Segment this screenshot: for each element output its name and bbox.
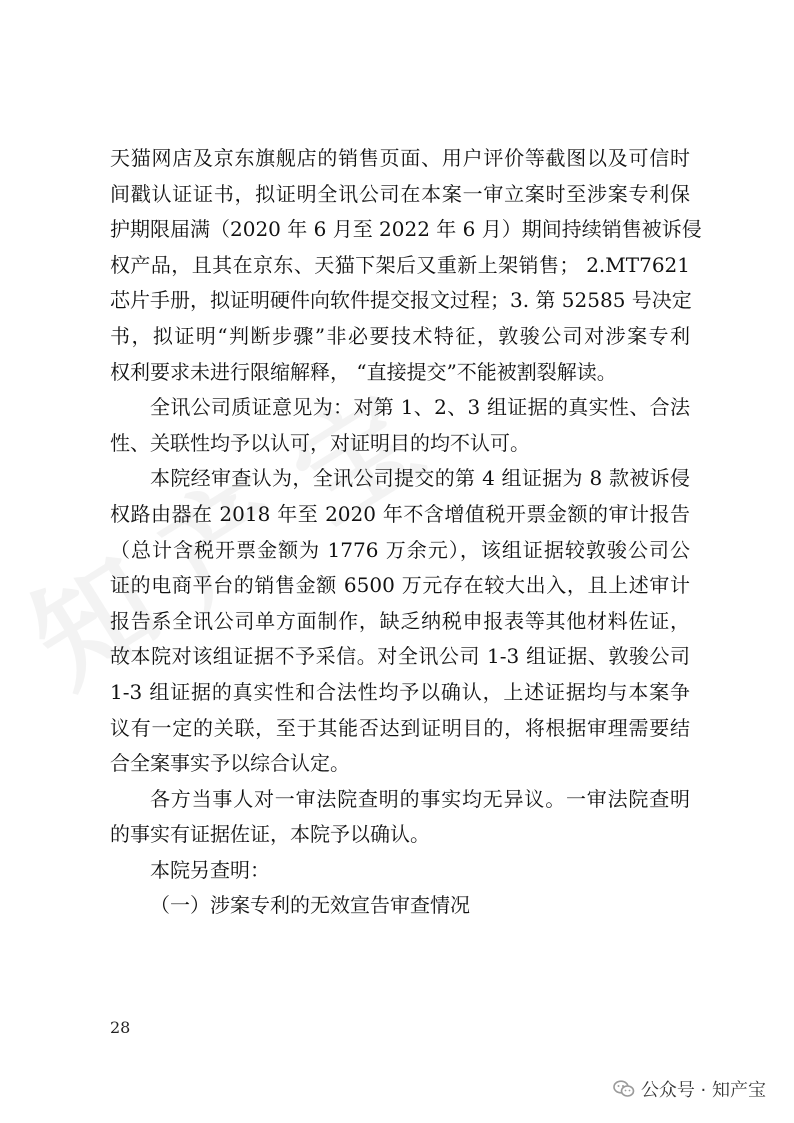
paragraph-start: 本院另查明： [150, 857, 270, 882]
body-line: 权路由器在 2018 年至 2020 年不含增值税开票金额的审计报告 [110, 501, 690, 526]
wechat-account-badge [613, 1076, 766, 1102]
body-line: 证的电商平台的销售金额 6500 万元存在较大出入，且上述审计 [110, 573, 690, 598]
body-line: 合全案事实予以综合认定。 [110, 751, 350, 776]
body-line: 故本院对该组证据不予采信。对全讯公司 1-3 组证据、敦骏公司 [110, 644, 690, 669]
body-line: 1-3 组证据的真实性和合法性均予以确认，上述证据均与本案争 [110, 679, 690, 704]
paragraph-start: 本院经审查认为，全讯公司提交的第 4 组证据为 8 款被诉侵 [150, 466, 690, 491]
wechat-icon [613, 1079, 635, 1099]
body-line: 权产品，且其在京东、天猫下架后又重新上架销售； 2.MT7621 [110, 252, 690, 277]
body-line: 议有一定的关联，至于其能否达到证明目的，将根据审理需要结 [110, 715, 690, 740]
body-line: （总计含税开票金额为 1776 万余元），该组证据较敦骏公司公 [110, 537, 690, 562]
body-line: 报告系全讯公司单方面制作，缺乏纳税申报表等其他材料佐证， [110, 608, 690, 633]
section-heading: （一）涉案专利的无效宣告审查情况 [150, 893, 470, 918]
body-line: 书，拟证明“判断步骤”非必要技术特征，敦骏公司对涉案专利 [110, 323, 690, 348]
body-line: 天猫网店及京东旗舰店的销售页面、用户评价等截图以及可信时 [110, 146, 690, 170]
document-body [110, 141, 702, 924]
body-line: 性、关联性均予以认可，对证明目的均不认可。 [110, 430, 530, 455]
body-line: 权利要求未进行限缩解释， “直接提交”不能被割裂解读。 [110, 359, 617, 384]
body-line: 护期限届满（2020 年 6 月至 2022 年 6 月）期间持续销售被诉侵 [110, 217, 702, 242]
wechat-account-label: 公众号 · 知产宝 [640, 1080, 766, 1101]
body-line: 的事实有证据佐证，本院予以确认。 [110, 822, 430, 847]
paragraph-start: 全讯公司质证意见为：对第 1、2、3 组证据的真实性、合法 [150, 395, 690, 420]
body-line: 间戳认证证书，拟证明全讯公司在本案一审立案时至涉案专利保 [110, 181, 690, 206]
page-number: 28 [110, 1018, 131, 1037]
body-line: 芯片手册，拟证明硬件向软件提交报文过程；3. 第 52585 号决定 [110, 288, 692, 313]
paragraph-start: 各方当事人对一审法院查明的事实均无异议。一审法院查明 [150, 786, 690, 811]
